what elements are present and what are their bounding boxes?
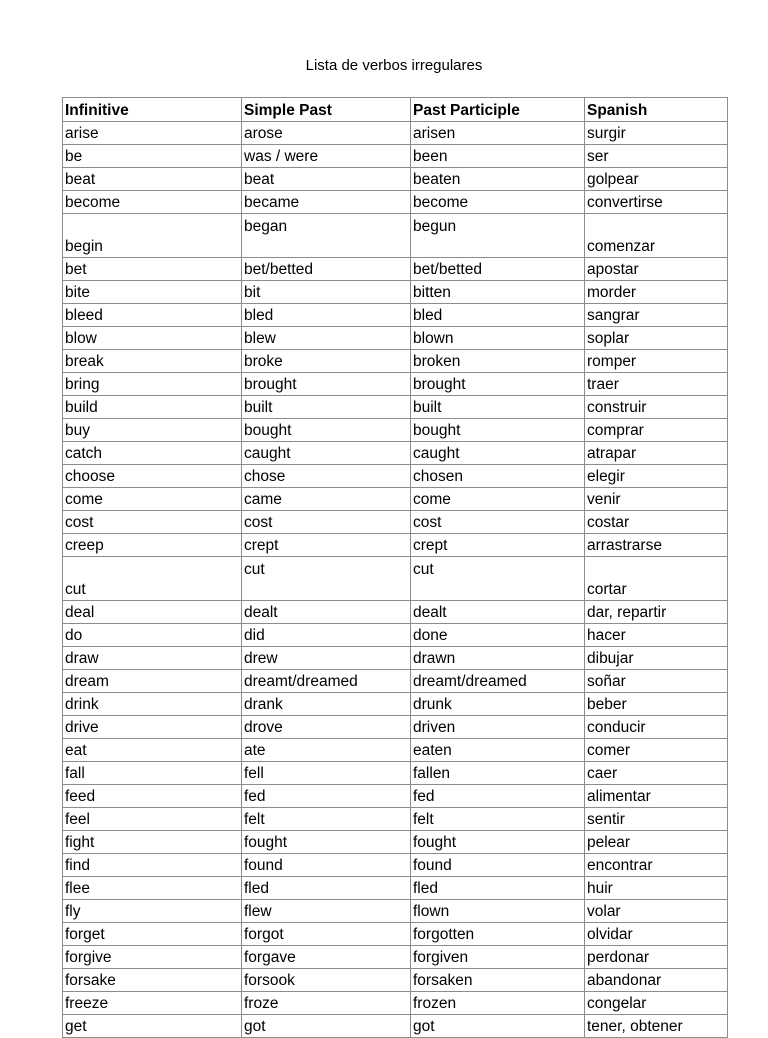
table-row xyxy=(63,808,728,831)
cell-past-participle: forgotten xyxy=(411,923,585,946)
cell-past-participle: been xyxy=(411,145,585,168)
table-row xyxy=(63,854,728,877)
cell-spanish: surgir xyxy=(585,122,728,145)
cell-spanish: volar xyxy=(585,900,728,923)
cell-infinitive: drink xyxy=(63,693,242,716)
cell-spanish: soplar xyxy=(585,327,728,350)
cell-simple-past: got xyxy=(242,1015,411,1038)
cell-spanish: alimentar xyxy=(585,785,728,808)
cell-spanish: comenzar xyxy=(585,214,728,258)
table-row xyxy=(63,419,728,442)
cell-spanish: apostar xyxy=(585,258,728,281)
cell-spanish: convertirse xyxy=(585,191,728,214)
cell-spanish: olvidar xyxy=(585,923,728,946)
cell-infinitive: catch xyxy=(63,442,242,465)
cell-simple-past: drove xyxy=(242,716,411,739)
cell-past-participle: cost xyxy=(411,511,585,534)
cell-spanish: hacer xyxy=(585,624,728,647)
cell-infinitive: fight xyxy=(63,831,242,854)
cell-spanish: soñar xyxy=(585,670,728,693)
cell-infinitive: buy xyxy=(63,419,242,442)
cell-past-participle: chosen xyxy=(411,465,585,488)
cell-past-participle: bought xyxy=(411,419,585,442)
cell-simple-past: cut xyxy=(242,557,411,601)
table-row xyxy=(63,327,728,350)
cell-simple-past: beat xyxy=(242,168,411,191)
header-infinitive: Infinitive xyxy=(63,98,242,122)
cell-spanish: arrastrarse xyxy=(585,534,728,557)
cell-simple-past: forsook xyxy=(242,969,411,992)
table-row xyxy=(63,946,728,969)
cell-simple-past: crept xyxy=(242,534,411,557)
table-row xyxy=(63,601,728,624)
table-row xyxy=(63,693,728,716)
cell-infinitive: bleed xyxy=(63,304,242,327)
cell-infinitive: blow xyxy=(63,327,242,350)
cell-spanish: encontrar xyxy=(585,854,728,877)
table-row xyxy=(63,350,728,373)
cell-past-participle: frozen xyxy=(411,992,585,1015)
cell-past-participle: blown xyxy=(411,327,585,350)
cell-spanish: traer xyxy=(585,373,728,396)
cell-infinitive: fall xyxy=(63,762,242,785)
table-row xyxy=(63,465,728,488)
cell-simple-past: bled xyxy=(242,304,411,327)
cell-past-participle: fled xyxy=(411,877,585,900)
cell-infinitive: do xyxy=(63,624,242,647)
table-row xyxy=(63,534,728,557)
cell-past-participle: bitten xyxy=(411,281,585,304)
cell-past-participle: forsaken xyxy=(411,969,585,992)
cell-past-participle: brought xyxy=(411,373,585,396)
cell-infinitive: forgive xyxy=(63,946,242,969)
cell-past-participle: flown xyxy=(411,900,585,923)
cell-infinitive: bite xyxy=(63,281,242,304)
cell-infinitive: break xyxy=(63,350,242,373)
table-row xyxy=(63,304,728,327)
table-row xyxy=(63,785,728,808)
cell-simple-past: flew xyxy=(242,900,411,923)
cell-infinitive: forsake xyxy=(63,969,242,992)
cell-past-participle: fallen xyxy=(411,762,585,785)
cell-spanish: costar xyxy=(585,511,728,534)
table-row xyxy=(63,191,728,214)
header-row xyxy=(63,98,728,122)
cell-spanish: conducir xyxy=(585,716,728,739)
table-row xyxy=(63,877,728,900)
cell-spanish: ser xyxy=(585,145,728,168)
cell-simple-past: found xyxy=(242,854,411,877)
header-spanish: Spanish xyxy=(585,98,728,122)
cell-simple-past: dealt xyxy=(242,601,411,624)
cell-spanish: venir xyxy=(585,488,728,511)
table-row xyxy=(63,900,728,923)
cell-spanish: comprar xyxy=(585,419,728,442)
cell-past-participle: caught xyxy=(411,442,585,465)
cell-simple-past: became xyxy=(242,191,411,214)
table-row xyxy=(63,122,728,145)
cell-past-participle: eaten xyxy=(411,739,585,762)
cell-infinitive: drive xyxy=(63,716,242,739)
cell-simple-past: did xyxy=(242,624,411,647)
cell-past-participle: beaten xyxy=(411,168,585,191)
cell-infinitive: feel xyxy=(63,808,242,831)
cell-simple-past: cost xyxy=(242,511,411,534)
cell-past-participle: driven xyxy=(411,716,585,739)
cell-past-participle: come xyxy=(411,488,585,511)
cell-past-participle: dealt xyxy=(411,601,585,624)
cell-infinitive: bet xyxy=(63,258,242,281)
cell-past-participle: fought xyxy=(411,831,585,854)
cell-simple-past: brought xyxy=(242,373,411,396)
cell-past-participle: felt xyxy=(411,808,585,831)
irregular-verbs-table xyxy=(62,97,728,1038)
cell-past-participle: built xyxy=(411,396,585,419)
cell-simple-past: came xyxy=(242,488,411,511)
cell-spanish: sentir xyxy=(585,808,728,831)
cell-spanish: construir xyxy=(585,396,728,419)
cell-spanish: morder xyxy=(585,281,728,304)
cell-past-participle: done xyxy=(411,624,585,647)
cell-simple-past: forgave xyxy=(242,946,411,969)
cell-simple-past: built xyxy=(242,396,411,419)
cell-spanish: perdonar xyxy=(585,946,728,969)
table-row xyxy=(63,670,728,693)
cell-infinitive: bring xyxy=(63,373,242,396)
cell-simple-past: fled xyxy=(242,877,411,900)
cell-spanish: abandonar xyxy=(585,969,728,992)
table-row xyxy=(63,557,728,601)
cell-spanish: sangrar xyxy=(585,304,728,327)
cell-simple-past: arose xyxy=(242,122,411,145)
cell-simple-past: bought xyxy=(242,419,411,442)
cell-past-participle: found xyxy=(411,854,585,877)
cell-infinitive: deal xyxy=(63,601,242,624)
cell-spanish: golpear xyxy=(585,168,728,191)
cell-spanish: atrapar xyxy=(585,442,728,465)
cell-simple-past: bet/betted xyxy=(242,258,411,281)
cell-simple-past: fell xyxy=(242,762,411,785)
cell-simple-past: forgot xyxy=(242,923,411,946)
cell-spanish: elegir xyxy=(585,465,728,488)
table-row xyxy=(63,373,728,396)
cell-spanish: romper xyxy=(585,350,728,373)
table-row xyxy=(63,511,728,534)
cell-simple-past: chose xyxy=(242,465,411,488)
cell-simple-past: fought xyxy=(242,831,411,854)
cell-infinitive: be xyxy=(63,145,242,168)
cell-spanish: beber xyxy=(585,693,728,716)
cell-spanish: dar, repartir xyxy=(585,601,728,624)
cell-past-participle: broken xyxy=(411,350,585,373)
cell-infinitive: arise xyxy=(63,122,242,145)
cell-past-participle: arisen xyxy=(411,122,585,145)
cell-infinitive: creep xyxy=(63,534,242,557)
page-title: Lista de verbos irregulares xyxy=(305,57,483,74)
cell-infinitive: dream xyxy=(63,670,242,693)
cell-past-participle: fed xyxy=(411,785,585,808)
cell-spanish: tener, obtener xyxy=(585,1015,728,1038)
table-row xyxy=(63,969,728,992)
cell-spanish: congelar xyxy=(585,992,728,1015)
cell-simple-past: dreamt/dreamed xyxy=(242,670,411,693)
cell-infinitive: come xyxy=(63,488,242,511)
table-row xyxy=(63,716,728,739)
cell-past-participle: got xyxy=(411,1015,585,1038)
table-row xyxy=(63,396,728,419)
cell-infinitive: choose xyxy=(63,465,242,488)
cell-spanish: dibujar xyxy=(585,647,728,670)
cell-simple-past: felt xyxy=(242,808,411,831)
cell-simple-past: was / were xyxy=(242,145,411,168)
cell-infinitive: beat xyxy=(63,168,242,191)
cell-spanish: pelear xyxy=(585,831,728,854)
table-row xyxy=(63,647,728,670)
cell-simple-past: blew xyxy=(242,327,411,350)
cell-simple-past: fed xyxy=(242,785,411,808)
table-body xyxy=(63,122,728,1038)
cell-spanish: cortar xyxy=(585,557,728,601)
table-row xyxy=(63,488,728,511)
table-row xyxy=(63,739,728,762)
cell-infinitive: begin xyxy=(63,214,242,258)
cell-past-participle: drunk xyxy=(411,693,585,716)
cell-simple-past: ate xyxy=(242,739,411,762)
header-simple-past: Simple Past xyxy=(242,98,411,122)
table-row xyxy=(63,992,728,1015)
table-row xyxy=(63,258,728,281)
cell-infinitive: build xyxy=(63,396,242,419)
cell-past-participle: cut xyxy=(411,557,585,601)
cell-past-participle: crept xyxy=(411,534,585,557)
cell-simple-past: froze xyxy=(242,992,411,1015)
header-past-participle: Past Participle xyxy=(411,98,585,122)
table-row xyxy=(63,442,728,465)
cell-infinitive: fly xyxy=(63,900,242,923)
table-row xyxy=(63,624,728,647)
cell-infinitive: find xyxy=(63,854,242,877)
cell-infinitive: draw xyxy=(63,647,242,670)
cell-infinitive: become xyxy=(63,191,242,214)
cell-spanish: comer xyxy=(585,739,728,762)
table-row xyxy=(63,762,728,785)
cell-infinitive: get xyxy=(63,1015,242,1038)
cell-infinitive: eat xyxy=(63,739,242,762)
cell-simple-past: drank xyxy=(242,693,411,716)
cell-simple-past: bit xyxy=(242,281,411,304)
table-row xyxy=(63,281,728,304)
cell-infinitive: cost xyxy=(63,511,242,534)
cell-spanish: huir xyxy=(585,877,728,900)
table-row xyxy=(63,923,728,946)
cell-simple-past: caught xyxy=(242,442,411,465)
cell-infinitive: feed xyxy=(63,785,242,808)
cell-infinitive: flee xyxy=(63,877,242,900)
cell-past-participle: forgiven xyxy=(411,946,585,969)
table-row xyxy=(63,214,728,258)
cell-past-participle: bled xyxy=(411,304,585,327)
table-row xyxy=(63,145,728,168)
cell-past-participle: drawn xyxy=(411,647,585,670)
cell-past-participle: become xyxy=(411,191,585,214)
cell-past-participle: bet/betted xyxy=(411,258,585,281)
cell-infinitive: cut xyxy=(63,557,242,601)
cell-past-participle: dreamt/dreamed xyxy=(411,670,585,693)
table-row xyxy=(63,1015,728,1038)
cell-simple-past: broke xyxy=(242,350,411,373)
cell-simple-past: began xyxy=(242,214,411,258)
cell-infinitive: forget xyxy=(63,923,242,946)
cell-infinitive: freeze xyxy=(63,992,242,1015)
cell-spanish: caer xyxy=(585,762,728,785)
table-row xyxy=(63,831,728,854)
cell-past-participle: begun xyxy=(411,214,585,258)
table-row xyxy=(63,168,728,191)
cell-simple-past: drew xyxy=(242,647,411,670)
